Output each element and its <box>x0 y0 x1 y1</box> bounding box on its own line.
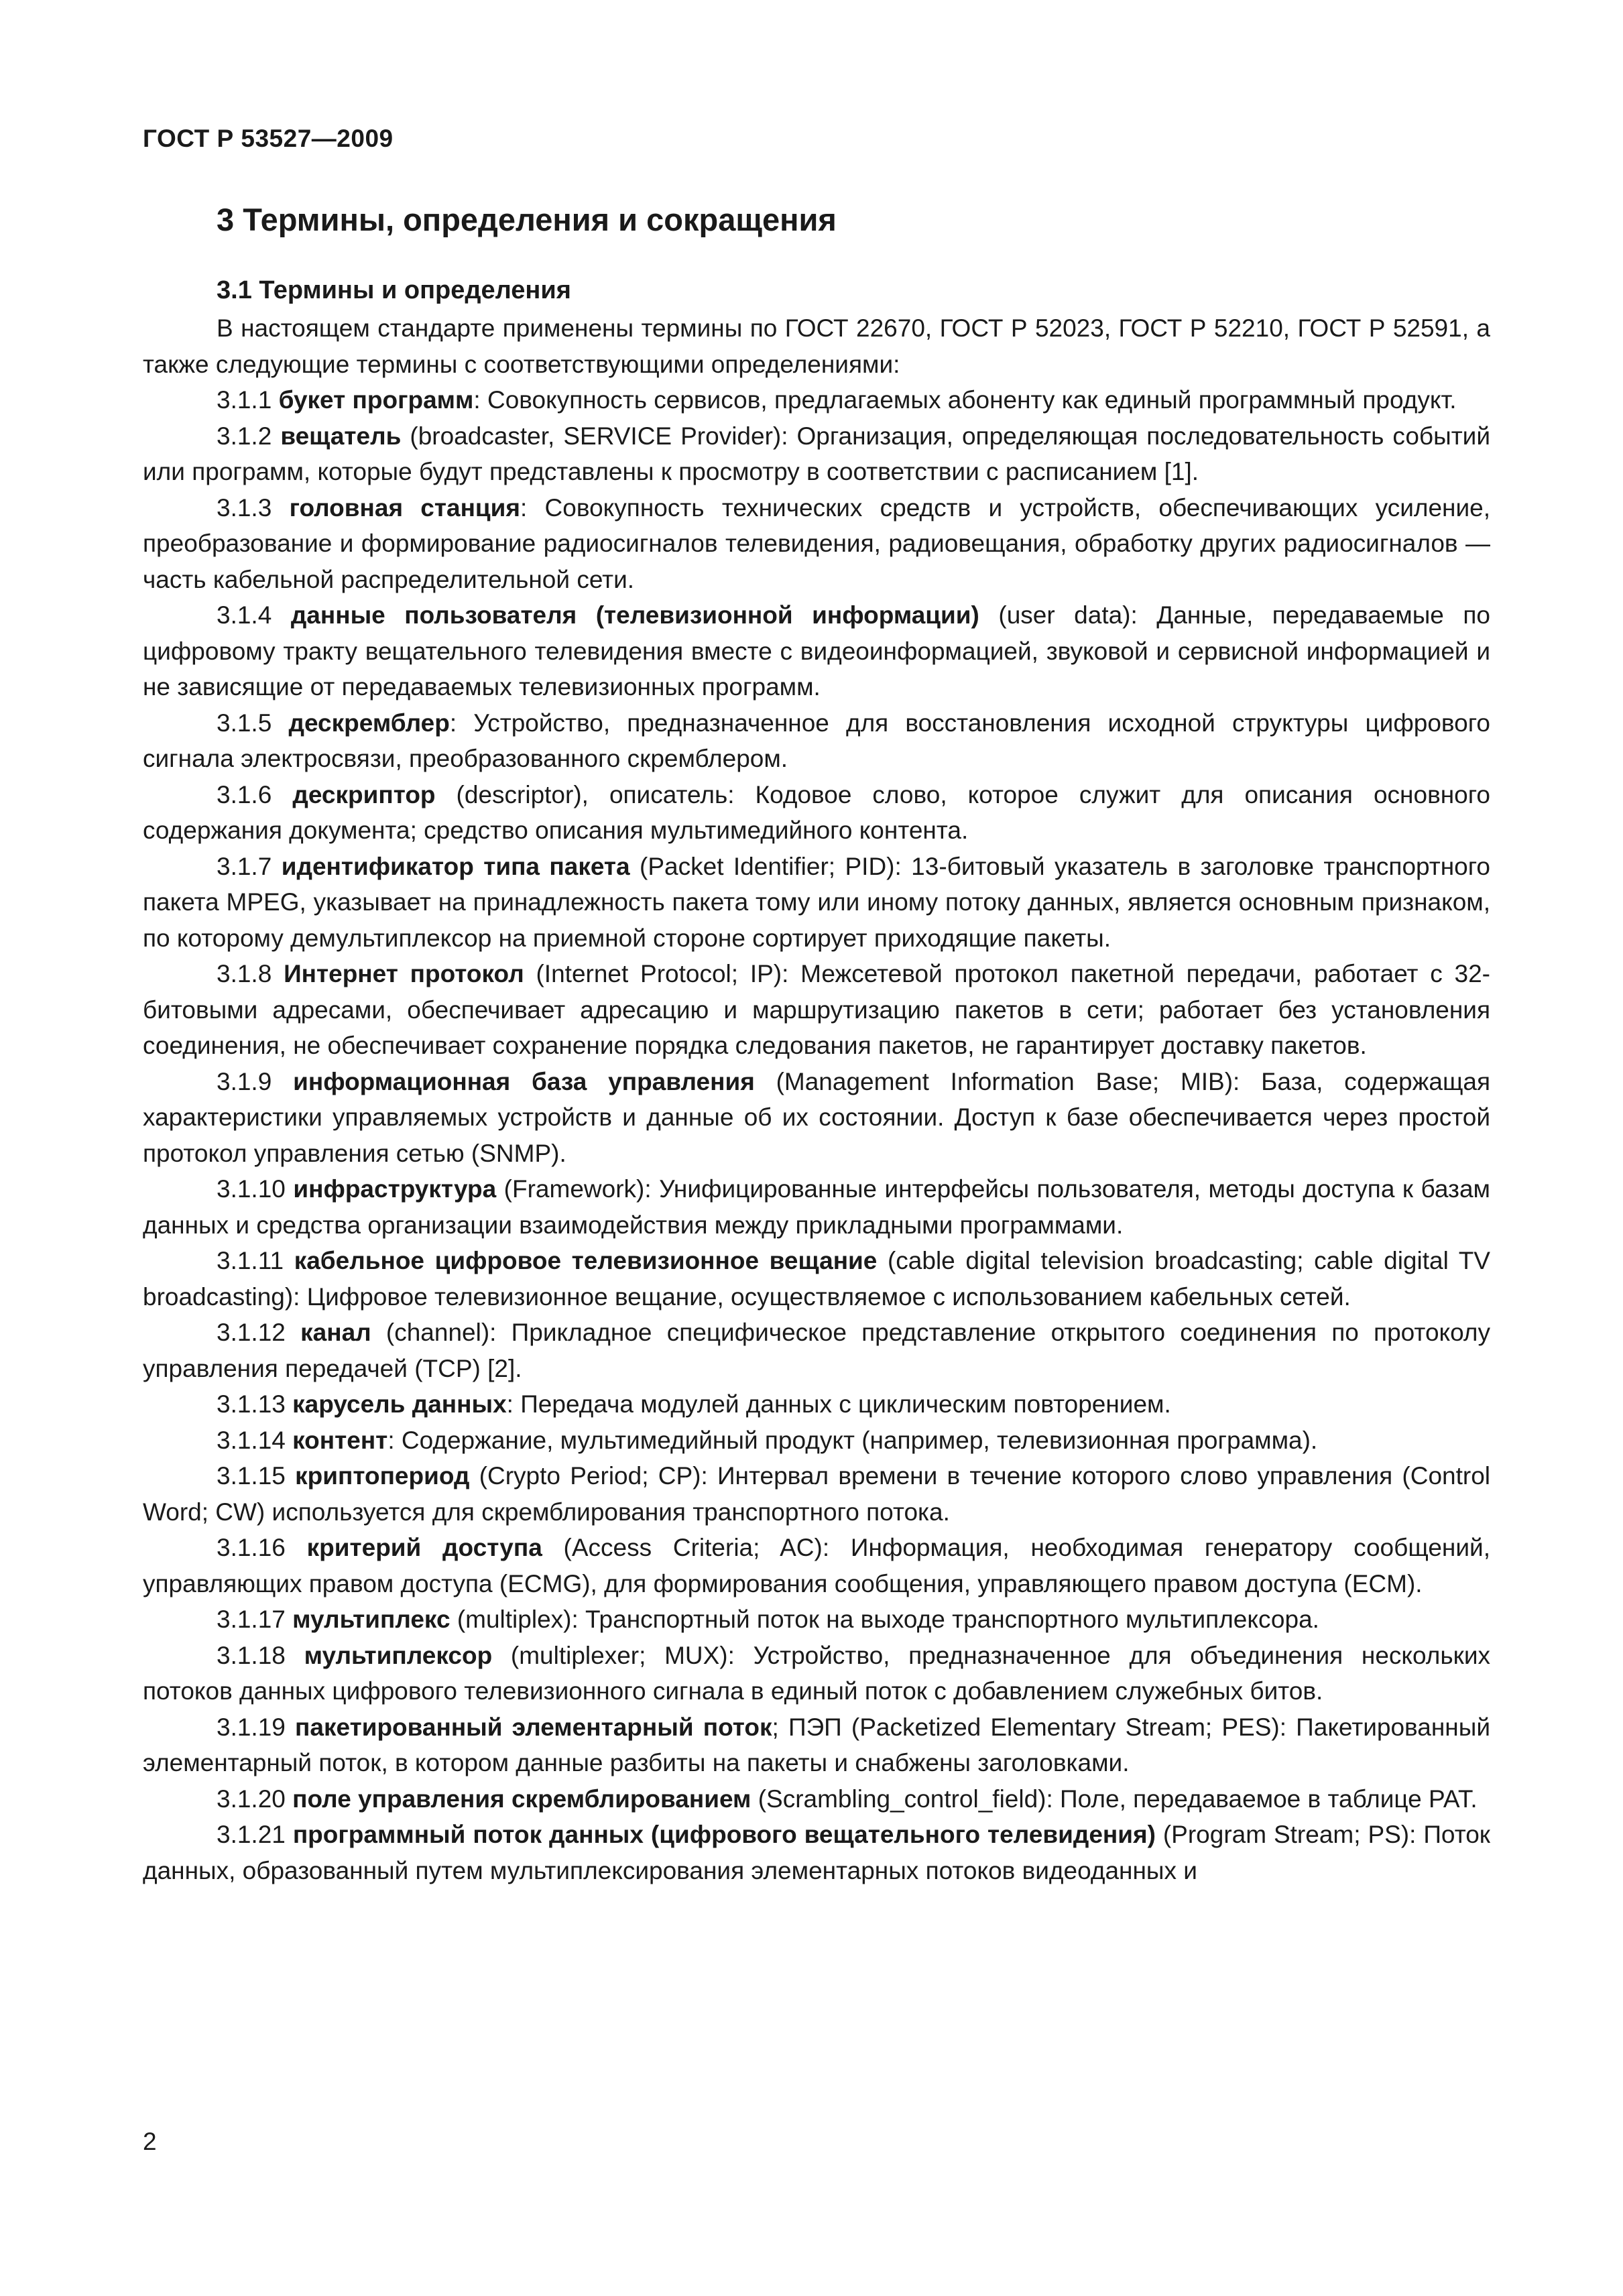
term-definition: (Program Stream; PS): Поток данных, образованный путем мультиплексирования элементарных потоков видеоданных и <box>143 1821 1490 1884</box>
term-entry <box>143 1171 1490 1243</box>
term-number: 3.1.7 <box>217 852 272 880</box>
term-name: критерий доступа <box>306 1534 542 1561</box>
term-entry <box>143 777 1490 849</box>
term-definition: : Совокупность технических средств и устройств, обеспечивающих усиление, преобразование и формирование радиосигналов телевидения, радиовещания, обработку других радиосигналов — часть кабельной распределительной сети. <box>143 493 1490 593</box>
term-name: информационная база управления <box>293 1067 755 1095</box>
term-entry <box>143 956 1490 1064</box>
document-code: ГОСТ Р 53527—2009 <box>143 125 394 152</box>
term-number: 3.1.18 <box>217 1641 286 1669</box>
term-definition: : Передача модулей данных с циклическим повторением. <box>506 1390 1171 1418</box>
term-number: 3.1.15 <box>217 1462 286 1490</box>
term-name: программный поток данных (цифрового вещательного телевидения) <box>292 1821 1156 1848</box>
term-number: 3.1.12 <box>217 1319 286 1346</box>
term-name: криптопериод <box>295 1462 470 1490</box>
term-name: данные пользователя (телевизионной информации) <box>290 601 979 629</box>
term-entry <box>143 1243 1490 1315</box>
body-text <box>143 310 1490 1888</box>
term-name: инфраструктура <box>293 1175 497 1203</box>
term-name: мультиплекс <box>292 1606 450 1633</box>
term-definition: (descriptor), описатель: Кодовое слово, которое служит для описания основного содержания документа; средство описания мультимедийного контента. <box>143 780 1491 844</box>
term-definition: (Crypto Period; CP): Интервал времени в течение которого слово управления (Control Word; CW) используется для скремблирования транспортного потока. <box>143 1462 1490 1526</box>
term-entry <box>143 1602 1490 1638</box>
term-name: кабельное цифровое телевизионное вещание <box>294 1247 878 1274</box>
page-number: 2 <box>143 2128 157 2155</box>
term-entry <box>143 1064 1490 1172</box>
term-definition: (Packet Identifier; PID): 13-битовый указатель в заголовке транспортного пакета MPEG, указывает на принадлежность пакета тому или иному потоку данных, является основным признаком, по которому демультиплексор на приемной стороне сортирует приходящие пакеты. <box>143 852 1491 952</box>
term-number: 3.1.17 <box>217 1606 286 1633</box>
term-definition: : Содержание, мультимедийный продукт (например, телевизионная программа). <box>387 1426 1318 1454</box>
term-number: 3.1.20 <box>217 1785 286 1813</box>
term-name: головная станция <box>289 493 521 522</box>
term-entry <box>143 849 1490 957</box>
term-number: 3.1.4 <box>217 601 272 629</box>
term-number: 3.1.9 <box>217 1067 272 1095</box>
term-definition: : Совокупность сервисов, предлагаемых абоненту как единый программный продукт. <box>473 386 1457 414</box>
term-number: 3.1.3 <box>217 493 272 522</box>
term-definition: (multiplex): Транспортный поток на выходе транспортного мультиплексора. <box>450 1606 1319 1633</box>
term-number: 3.1.16 <box>217 1534 286 1561</box>
term-entry <box>143 490 1490 598</box>
term-definition: (Internet Protocol; IP): Межсетевой протокол пакетной передачи, работает с 32-битовыми адресами, обеспечивает адресацию и маршрутизацию пакетов в сети; работает без установления соединения, не обеспечивает сохранение порядка следования пакетов, не гарантирует доставку пакетов. <box>143 960 1490 1059</box>
term-entry <box>143 597 1490 705</box>
term-name: пакетированный элементарный поток <box>295 1713 772 1741</box>
term-definition: (broadcaster, SERVICE Provider): Организация, определяющая последовательность событий или программ, которые будут представлены к просмотру в соответствии с расписанием [1]. <box>143 422 1490 485</box>
term-name: Интернет протокол <box>284 960 524 987</box>
subsection-title: 3.1 Термины и определения <box>217 276 571 304</box>
term-number: 3.1.5 <box>217 709 272 737</box>
term-entry <box>143 1458 1490 1530</box>
term-number: 3.1.6 <box>217 780 272 808</box>
term-entry <box>143 1781 1490 1817</box>
term-definition: (Framework): Унифицированные интерфейсы пользователя, методы доступа к базам данных и средства организации взаимодействия между прикладными программами. <box>143 1175 1490 1239</box>
term-number: 3.1.10 <box>217 1175 286 1203</box>
term-name: букет программ <box>278 386 474 414</box>
term-name: вещатель <box>280 422 402 450</box>
term-entry <box>143 382 1490 418</box>
term-number: 3.1.13 <box>217 1390 286 1418</box>
term-number: 3.1.21 <box>217 1821 286 1848</box>
term-definition: (Scrambling_control_field): Поле, передаваемое в таблице PAT. <box>751 1785 1478 1813</box>
term-number: 3.1.8 <box>217 960 272 987</box>
term-entry <box>143 1638 1490 1709</box>
term-entry <box>143 418 1490 490</box>
term-number: 3.1.11 <box>217 1247 284 1274</box>
term-number: 3.1.1 <box>217 386 272 414</box>
term-definition: : Устройство, предназначенное для восстановления исходной структуры цифрового сигнала электросвязи, преобразованного скремблером. <box>143 709 1490 772</box>
term-definition: (Access Criteria; AC): Информация, необходимая генератору сообщений, управляющих правом доступа (ECMG), для формирования сообщения, управляющего правом доступа (ECM). <box>143 1534 1490 1597</box>
term-definition: (Management Information Base; MIB): База, содержащая характеристики управляемых устройств и данные об их состоянии. Доступ к базе обеспечивается через простой протокол управления сетью (SNMP). <box>143 1067 1490 1167</box>
term-entry <box>143 1709 1490 1781</box>
section-title: 3 Термины, определения и сокращения <box>217 202 837 237</box>
term-name: дескремблер <box>288 709 450 737</box>
term-name: канал <box>300 1319 371 1346</box>
term-name: карусель данных <box>292 1390 507 1418</box>
term-name: идентификатор типа пакета <box>281 852 630 880</box>
term-number: 3.1.2 <box>217 422 272 450</box>
term-definition: (cable digital television broadcasting; cable digital TV broadcasting): Цифровое телевизионное вещание, осуществляемое с использованием кабельных сетей. <box>143 1247 1490 1311</box>
term-entry <box>143 1423 1490 1459</box>
term-name: дескриптор <box>292 780 436 808</box>
term-entry <box>143 1315 1490 1386</box>
term-entry <box>143 1386 1490 1423</box>
term-number: 3.1.19 <box>217 1713 286 1741</box>
term-definition: ; ПЭП (Packetized Elementary Stream; PES): Пакетированный элементарный поток, в котором данные разбиты на пакеты и снабжены заголовками. <box>143 1713 1490 1776</box>
term-definition: (channel): Прикладное специфическое представление открытого соединения по протоколу управления передачей (TCP) [2]. <box>143 1319 1491 1382</box>
term-name: поле управления скремблированием <box>292 1785 752 1813</box>
term-definition: (user data): Данные, передаваемые по цифровому тракту вещательного телевидения вместе с видеоинформацией, звуковой и сервисной информацией и не зависящие от передаваемых телевизионных программ. <box>143 601 1491 701</box>
term-entry <box>143 1817 1490 1888</box>
term-name: контент <box>292 1426 388 1454</box>
intro-paragraph: В настоящем стандарте применены термины по ГОСТ 22670, ГОСТ Р 52023, ГОСТ Р 52210, ГОСТ Р 52591, а также следующие термины с соответствующими определениями: <box>143 314 1490 378</box>
term-entry <box>143 705 1490 777</box>
term-name: мультиплексор <box>304 1641 493 1669</box>
term-definition: (multiplexer; MUX): Устройство, предназначенное для объединения нескольких потоков данных цифрового телевизионного сигнала в единый поток с добавлением служебных битов. <box>143 1641 1490 1705</box>
term-entry <box>143 1530 1490 1602</box>
term-number: 3.1.14 <box>217 1426 286 1454</box>
